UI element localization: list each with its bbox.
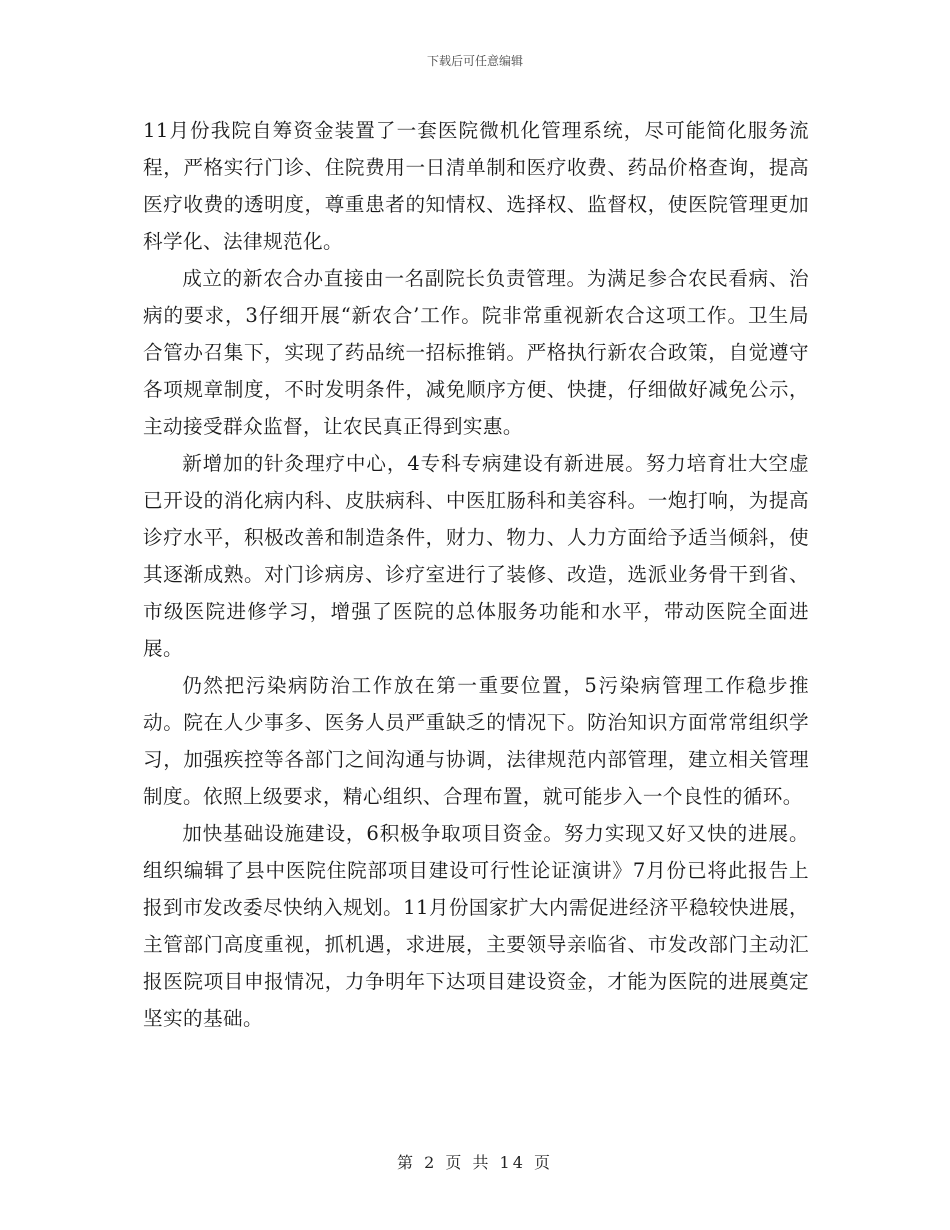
paragraph-5: 加快基础设施建设，6积极争取项目资金。努力实现又好又快的进展。组织编辑了县中医院住院部项目建设可行性论证演讲》7月份已将此报告上报到市发改委尽快纳入规划。11月份国家扩大内需促进经济平稳较快进展，主管部门高度重视，抓机遇，求进展，主要领导亲临省、市发改部门主动汇报医院项目申报情况，力争明年下达项目建设资金，才能为医院的进展奠定坚实的基础。 (143, 822, 809, 1030)
paragraph-1: 11月份我院自筹资金装置了一套医院微机化管理系统，尽可能简化服务流程，严格实行门诊、住院费用一日清单制和医疗收费、药品价格查询，提高医疗收费的透明度，尊重患者的知情权、选择权、监督权，使医院管理更加科学化、法律规范化。 (143, 119, 809, 253)
page-header: 下载后可任意编辑 (426, 54, 523, 68)
paragraph-4: 仍然把污染病防治工作放在第一重要位置，5污染病管理工作稳步推动。院在人少事多、医务人员严重缺乏的情况下。防治知识方面常常组织学习，加强疾控等各部门之间沟通与协调，法律规范内部管理，建立相关管理制度。依照上级要求，精心组织、合理布置，就可能步入一个良性的循环。 (143, 674, 809, 808)
paragraph-2: 成立的新农合办直接由一名副院长负责管理。为满足参合农民看病、治病的要求，3仔细开展“新农合’工作。院非常重视新农合这项工作。卫生局合管办召集下，实现了药品统一招标推销。严格执行新农合政策，自觉遵守各项规章制度，不时发明条件，减免顺序方便、快捷，仔细做好减免公示，主动接受群众监督，让农民真正得到实惠。 (143, 267, 809, 438)
page-number: 第 2 页 共 14 页 (397, 1153, 553, 1172)
paragraph-3: 新增加的针灸理疗中心，4专科专病建设有新进展。努力培育壮大空虚已开设的消化病内科、皮肤病科、中医肛肠科和美容科。一炮打响，为提高诊疗水平，积极改善和制造条件，财力、物力、人力方面给予适当倾斜，使其逐渐成熟。对门诊病房、诊疗室进行了装修、改造，选派业务骨干到省、市级医院进修学习，增强了医院的总体服务功能和水平，带动医院全面进展。 (143, 452, 809, 660)
document-body (143, 112, 809, 1037)
